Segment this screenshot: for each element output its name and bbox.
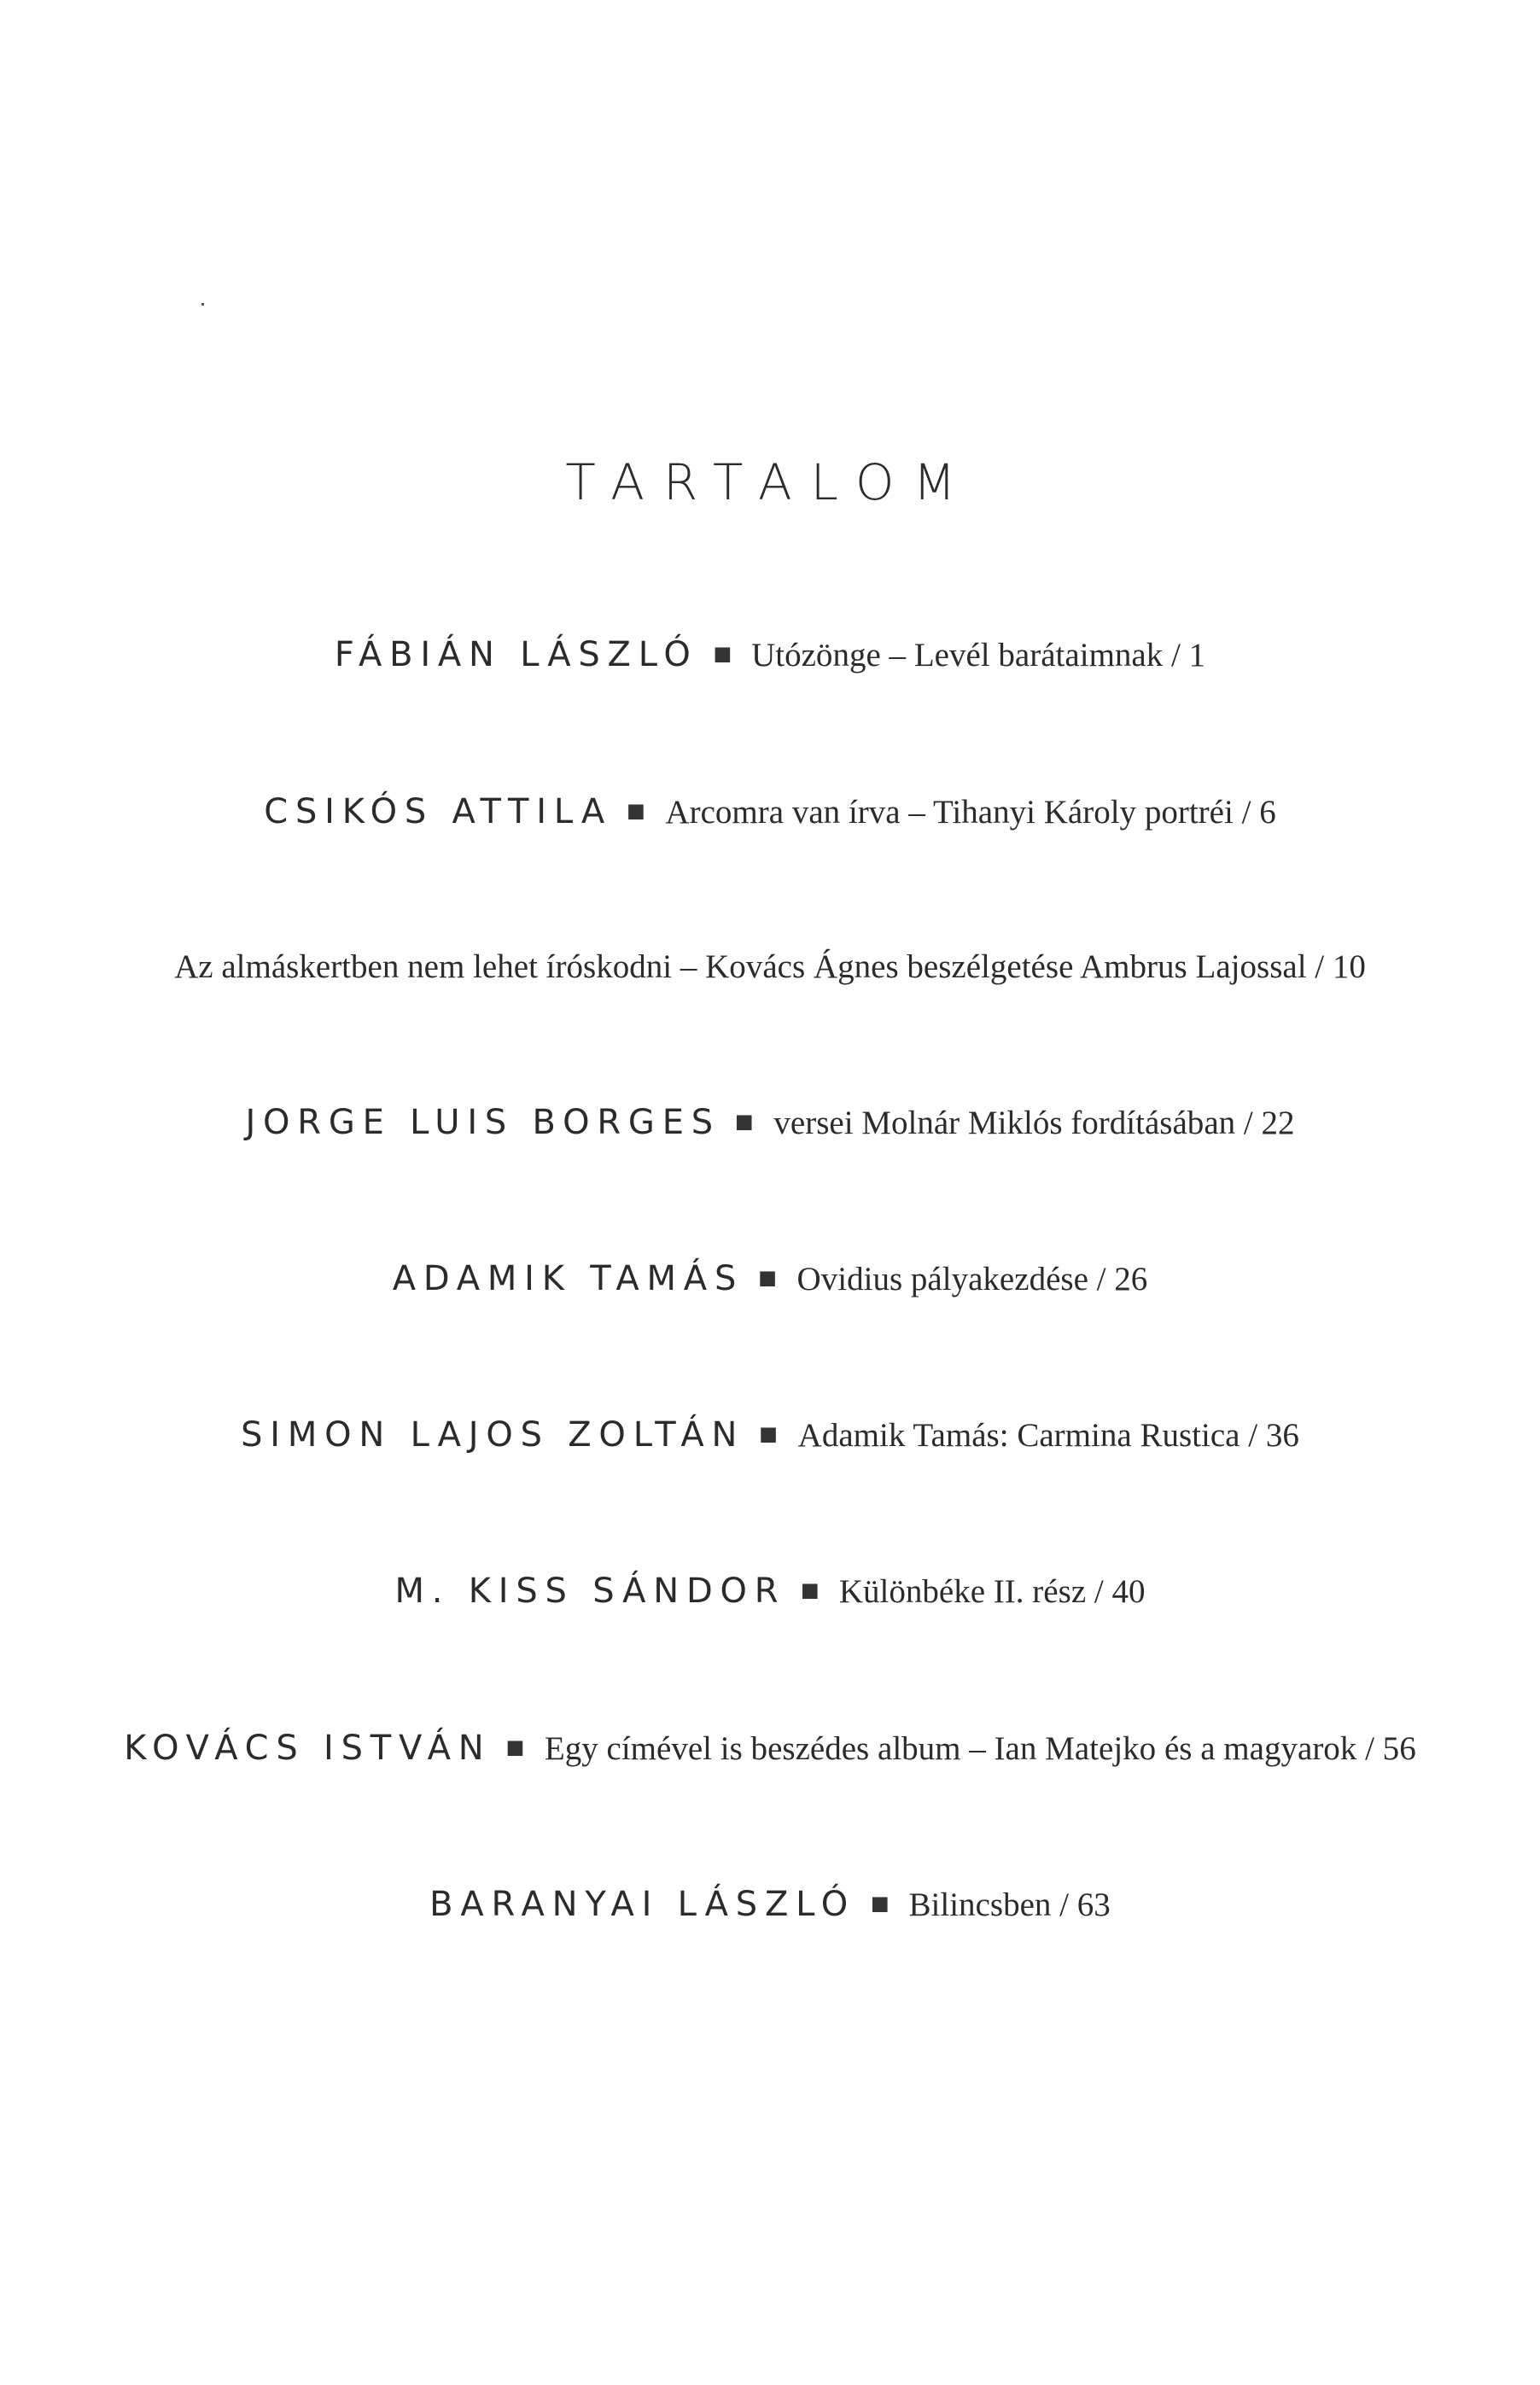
entry-work: versei Molnár Miklós fordításában / 22 (773, 1103, 1295, 1141)
entry-work: Egy címével is beszédes album – Ian Matejko és a magyarok / 56 (544, 1729, 1416, 1767)
entry-author: KOVÁCS ISTVÁN (124, 1727, 492, 1768)
entry-work: Utózönge – Levél barátaimnak / 1 (751, 635, 1206, 674)
entry-work: Az almáskertben nem lehet íróskodni – Kovács Ágnes beszélgetése Ambrus Lajossal / 10 (174, 947, 1366, 985)
entry-work: Ovidius pályakezdése / 26 (796, 1259, 1148, 1297)
toc-entry (19, 1097, 1521, 1155)
square-bullet-icon (872, 1897, 888, 1912)
entry-work: Különbéke II. rész / 40 (838, 1572, 1146, 1610)
entry-author: CSIKÓS ATTILA (264, 790, 612, 831)
entry-work: Bilincsben / 63 (908, 1885, 1111, 1923)
square-bullet-icon (715, 647, 730, 662)
entry-author: ADAMIK TAMÁS (392, 1257, 744, 1298)
entry-author: BARANYAI LÁSZLÓ (429, 1883, 856, 1924)
square-bullet-icon (508, 1741, 523, 1756)
square-bullet-icon (737, 1115, 752, 1130)
toc-entry (19, 1253, 1521, 1311)
entry-author: JORGE LUIS BORGES (245, 1101, 720, 1142)
toc-entry (19, 786, 1521, 844)
toc-entry (19, 629, 1521, 687)
entry-work: Arcomra van írva – Tihanyi Károly portréi / 6 (665, 792, 1276, 831)
entry-author: FÁBIÁN LÁSZLÓ (334, 633, 698, 674)
square-bullet-icon (761, 1427, 777, 1443)
page-title: TARTALOM (565, 453, 975, 511)
entry-author: SIMON LAJOS ZOLTÁN (241, 1414, 745, 1455)
toc-entry (19, 1409, 1521, 1467)
toc-entry (19, 942, 1521, 999)
square-bullet-icon (628, 804, 644, 819)
entry-author: M. KISS SÁNDOR (394, 1570, 786, 1611)
dust-speck (201, 303, 204, 306)
toc-entry (19, 1566, 1521, 1624)
toc-entry (19, 1723, 1521, 1781)
square-bullet-icon (761, 1271, 776, 1286)
square-bullet-icon (802, 1583, 818, 1599)
entry-work: Adamik Tamás: Carmina Rustica / 36 (797, 1415, 1299, 1454)
toc-entry (19, 1879, 1521, 1937)
